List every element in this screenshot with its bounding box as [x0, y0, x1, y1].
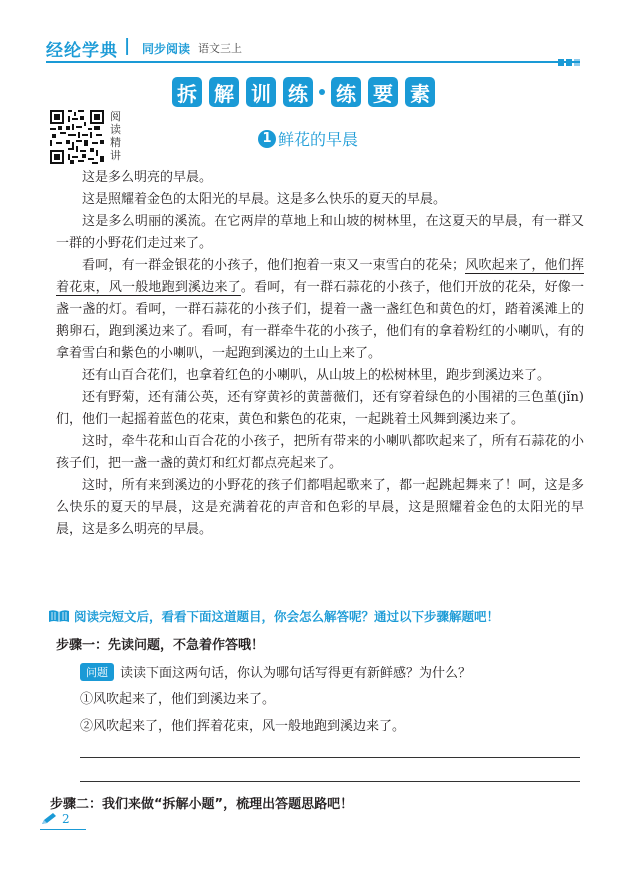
- book-name: 语文三上: [198, 42, 242, 55]
- answer-line[interactable]: [80, 781, 580, 782]
- banner-dot-icon: [319, 89, 325, 95]
- banner-char: 素: [405, 77, 435, 107]
- brand-divider: |: [124, 36, 131, 56]
- series-name: 同步阅读: [142, 42, 191, 56]
- banner-char: 训: [246, 77, 276, 107]
- passage-paragraph: 这时，牵牛花和山百合花的小孩子，把所有带来的小喇叭都吹起来了，所有石蒜花的小孩子们，把一盏一盏的黄灯和红灯都点亮起来了。: [56, 434, 584, 471]
- brand-logo: 经纶学典: [46, 41, 118, 61]
- underlined-sentence: 风吹起来了，他们挥着花束，风一般地跑到溪边来了: [56, 258, 584, 295]
- footer-divider: [40, 829, 86, 830]
- passage-paragraph: 这是照耀着金色的太阳光的早晨。这是多么快乐的夏天的早晨。: [82, 192, 447, 207]
- step-two-heading: 步骤二：我们来做“拆解小题”，梳理出答题思路吧！: [50, 797, 354, 812]
- passage-text: 。看呵，有一群石蒜花的小孩子，他们开放的花朵，好像一盏一盏的灯。看呵，一群石蒜花的小孩子们，提着一盏一盏红色和黄色的灯，踏着溪滩上的鹅卵石，跑到溪边来了。看呵，有一群牵牛花的小孩子，他们有的拿着粉红的小喇叭，有的拿着雪白和紫色的小喇叭，一起跑到溪边的土山上来了。: [56, 280, 584, 361]
- question-option: ①风吹起来了，他们到溪边来了。: [80, 692, 276, 707]
- question: [80, 662, 471, 681]
- lesson-title-text: 鲜花的早晨: [278, 130, 359, 149]
- task-intro-text: 阅读完短文后，看看下面这道题目，你会怎么解答呢？通过以下步骤解题吧！: [74, 609, 500, 624]
- task-intro: [48, 607, 499, 625]
- passage-paragraph: 这是多么明丽的溪流。在它两岸的草地上和山坡的树林里，在这夏天的早晨，有一群又一群的小野花们走过来了。: [56, 214, 584, 251]
- qr-label-char: 讲: [110, 149, 121, 162]
- passage-paragraph: [56, 255, 584, 365]
- banner-char: 解: [209, 77, 239, 107]
- qr-label-char: 阅: [110, 110, 121, 123]
- lesson-number-badge: 1: [258, 130, 276, 148]
- header-divider: [46, 61, 580, 63]
- qr-label: [110, 110, 124, 162]
- banner-char: 练: [331, 77, 361, 107]
- question-option: ②风吹起来了，他们挥着花束，风一般地跑到溪边来了。: [80, 719, 406, 734]
- section-banner: [172, 76, 442, 108]
- passage: [56, 167, 584, 541]
- question-badge: 问题: [80, 663, 114, 681]
- page-footer: [40, 812, 70, 826]
- passage-paragraph: 还有山百合花们，也拿着红色的小喇叭，从山坡上的松树林里，跑步到溪边来了。: [82, 368, 551, 383]
- question-text: 读读下面这两句话，你认为哪句话写得更有新鲜感？为什么？: [120, 666, 472, 681]
- banner-char: 练: [283, 77, 313, 107]
- passage-paragraph: 这是多么明亮的早晨。: [82, 170, 213, 185]
- passage-text: 看呵，有一群金银花的小孩子，他们抱着一束又一束雪白的花朵；: [82, 258, 466, 273]
- step-one-heading: 步骤一：先读问题，不急着作答哦！: [56, 638, 265, 653]
- open-book-icon: [48, 609, 70, 623]
- banner-char: 要: [368, 77, 398, 107]
- passage-paragraph: 还有野菊，还有蒲公英，还有穿黄衫的黄蔷薇们，还有穿着绿色的小围裙的三色堇(jǐn)们，他们一起摇着蓝色的花束，黄色和紫色的花束，一起跳着土风舞到溪边来了。: [56, 390, 584, 427]
- banner-char: 拆: [172, 77, 202, 107]
- qr-label-char: 读: [110, 123, 121, 136]
- answer-line[interactable]: [80, 757, 580, 758]
- pencil-icon: [40, 812, 58, 826]
- qr-code-icon[interactable]: [50, 110, 104, 164]
- page-number: 2: [62, 812, 70, 826]
- passage-paragraph: 这时，所有来到溪边的小野花的孩子们都唱起歌来了，都一起跳起舞来了！呵，这是多么快乐的夏天的早晨，这是充满着花的声音和色彩的早晨，这是照耀着金色的太阳光的早晨，这是多么明亮的早晨。: [56, 478, 584, 537]
- lesson-title: [258, 127, 358, 150]
- qr-label-char: 精: [110, 136, 121, 149]
